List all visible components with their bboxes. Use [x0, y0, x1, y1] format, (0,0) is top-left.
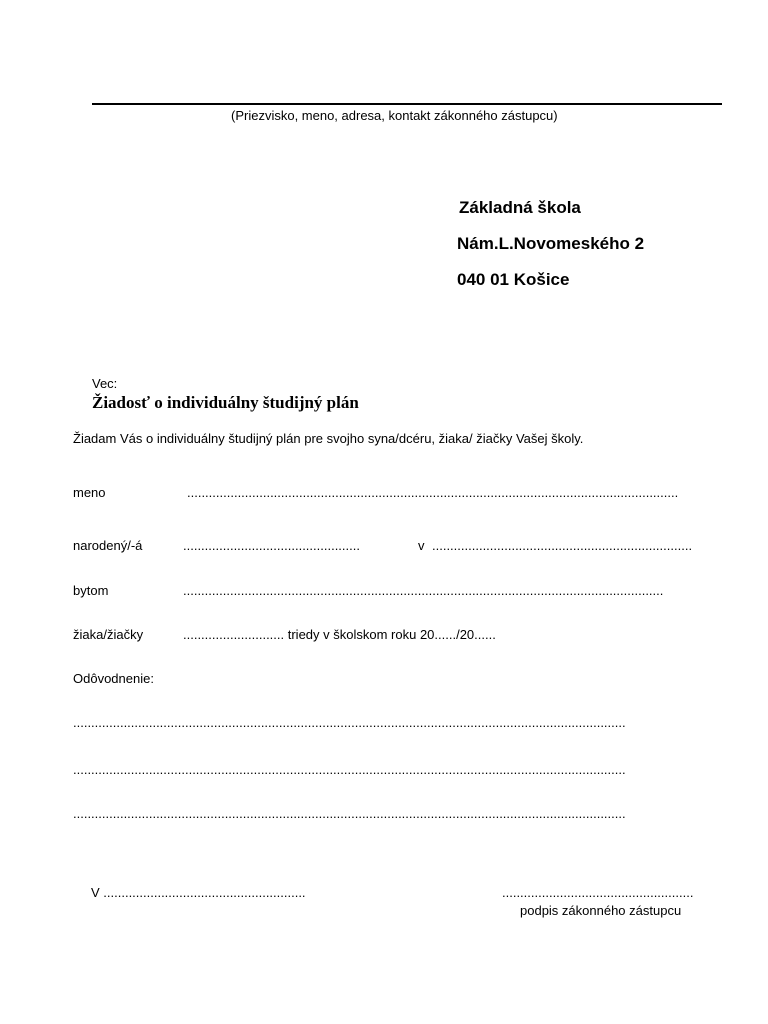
guardian-caption: (Priezvisko, meno, adresa, kontakt zákonného zástupcu) [231, 108, 558, 123]
residence-label: bytom [73, 583, 109, 598]
name-label: meno [73, 485, 106, 500]
justification-line-3: ......................................................................................................................................................... [73, 806, 626, 821]
place-date-line: V ........................................................ [91, 885, 306, 900]
subject-label: Vec: [92, 376, 118, 391]
place-label: v [418, 538, 425, 553]
request-text: Žiadam Vás o individuálny študijný plán pre svojho syna/dcéru, žiaka/ žiačky Vašej školy. [73, 431, 584, 446]
pupil-label: žiaka/žiačky [73, 627, 144, 642]
recipient-line-1: Základná škola [459, 198, 581, 217]
residence-fill-line: ..................................................................................................................................... [183, 583, 664, 598]
signature-line: ..................................................... [502, 885, 694, 900]
signature-caption: podpis zákonného zástupcu [520, 903, 682, 918]
justification-line-1: ......................................................................................................................................................... [73, 715, 626, 730]
place-fill-line: ........................................................................ [432, 538, 693, 553]
born-label: narodený/-á [73, 538, 143, 553]
recipient-line-3: 040 01 Košice [457, 270, 570, 289]
guardian-info-line [92, 103, 722, 105]
born-fill-line: ................................................. [183, 538, 360, 553]
class-and-year-line: ............................ triedy v školskom roku 20....../20...... [183, 627, 496, 642]
name-fill-line: ........................................................................................................................................ [187, 485, 679, 500]
justification-line-2: ......................................................................................................................................................... [73, 762, 626, 777]
justification-label: Odôvodnenie: [73, 671, 154, 686]
recipient-line-2: Nám.L.Novomeského 2 [457, 234, 645, 253]
subject-title: Žiadosť o individuálny študijný plán [92, 393, 359, 412]
